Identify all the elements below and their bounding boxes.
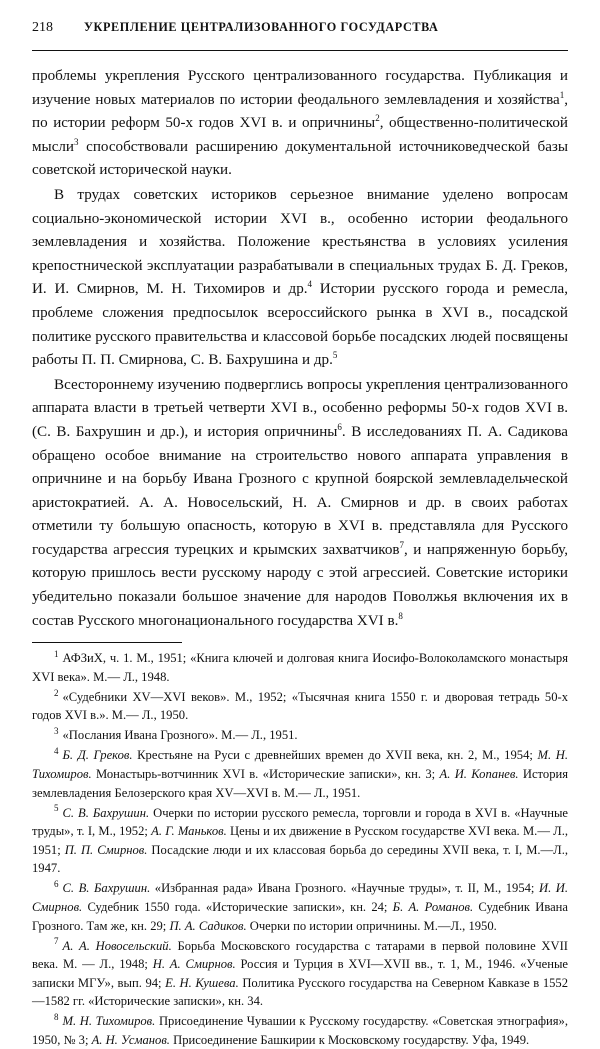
footnote-text: Борьба Московского государства с татарами в первой половине XVII века. М. — Л., 1948; bbox=[32, 938, 568, 972]
main-text bbox=[32, 65, 568, 633]
author-name: С. В. Бахрушин. bbox=[62, 881, 151, 896]
footnote-text: Очерки по истории опричнины. М.—Л., 1950. bbox=[246, 918, 497, 933]
footnote-mark: 5 bbox=[54, 803, 59, 814]
footnote-ref: 6 bbox=[337, 421, 342, 432]
footnote-ref: 8 bbox=[398, 610, 403, 621]
footnote-text: АФЗиХ, ч. 1. М., 1951; «Книга ключей и долговая книга Иосифо-Волоколамского монастыря XVI века». М.— Л., 1948. bbox=[32, 651, 568, 684]
text-run: Истории русского города и ремесла, проблеме сложения предпосылок всероссийского рынка в XVI в., посадской политике русского правительства и классовой борьбе посадских людей посвящены работы П. П. Смирнова, С. В. Бахрушина и др. bbox=[32, 281, 568, 369]
text-run: , и напряженную борьбу, которую пришлось вести русскому народу с этой агрессией. Советские историки убедительно показали большое значение для народов Поволжья включения их в состав Русского многонационального государства XVI в. bbox=[32, 541, 568, 629]
author-name: Е. Н. Кушева. bbox=[165, 975, 239, 990]
author-name: П. П. Смирнов. bbox=[64, 842, 148, 857]
footnote-divider bbox=[32, 642, 182, 643]
author-name: А. Н. Усманов. bbox=[91, 1032, 170, 1047]
footnote-ref: 2 bbox=[375, 113, 380, 124]
author-name: А. И. Копанев. bbox=[439, 766, 519, 781]
page-number: 218 bbox=[32, 20, 53, 35]
author-name: А. А. Новосельский. bbox=[62, 938, 172, 953]
paragraph bbox=[32, 184, 568, 373]
footnote-mark: 8 bbox=[54, 1012, 59, 1023]
footnote-text: Присоединение Чувашии к Русскому государству. «Советская этнография», 1950, № 3; bbox=[32, 1014, 568, 1047]
footnote-ref: 7 bbox=[399, 539, 405, 550]
author-name: Н. А. Смирнов. bbox=[152, 957, 236, 972]
footnote-mark: 2 bbox=[54, 687, 59, 698]
footnote-mark: 6 bbox=[54, 879, 59, 890]
running-title: УКРЕПЛЕНИЕ ЦЕНТРАЛИЗОВАННОГО ГОСУДАРСТВА bbox=[84, 20, 439, 34]
paragraph bbox=[32, 374, 568, 634]
footnote-text: Присоединение Башкирии к Московскому государству. Уфа, 1949. bbox=[169, 1032, 530, 1047]
author-name: М. Н. Тихомиров. bbox=[62, 1014, 156, 1029]
text-run: проблемы укрепления Русского централизованного государства. Публикация и изучение новых материалов по истории феодального землевладения и хозяйства bbox=[32, 68, 568, 108]
footnote-text: «Послания Ивана Грозного». М.— Л., 1951. bbox=[62, 728, 298, 743]
footnote-mark: 1 bbox=[54, 649, 59, 660]
author-name: М. Н. Тихомиров. bbox=[32, 748, 569, 781]
running-header bbox=[32, 20, 568, 51]
footnote bbox=[32, 688, 568, 725]
footnote-text: Монастырь-вотчинник XVI в. «Исторические записки», кн. 3; bbox=[91, 766, 440, 781]
footnote-text: Судебник 1550 года. «Исторические записки», кн. 24; bbox=[82, 899, 393, 914]
footnote-text: Политика Русского государства на Северном Кавказе в 1552—1582 гг. «Исторические записки», кн. 34. bbox=[32, 975, 569, 1009]
text-run: Всестороннему изучению подверглись вопросы укрепления централизованного аппарата власти в третьей четверти XVI в., особенно реформы 50-х годов XVI в. (С. В. Бахрушин и др.), и история опричнины bbox=[32, 376, 568, 440]
author-name: И. И. Смирнов. bbox=[32, 881, 569, 914]
footnote bbox=[32, 746, 568, 802]
footnote-ref: 4 bbox=[307, 279, 313, 290]
footnote-text: Цены и их движение в Русском государстве XVI века. М.— Л., 1951; bbox=[32, 824, 569, 857]
author-name: С. В. Бахрушин. bbox=[62, 805, 150, 820]
author-name: Б. Д. Греков. bbox=[62, 748, 133, 763]
footnote-text: Россия и Турция в XVI—XVII вв., т. 1, М., 1946. «Ученые записки МГУ», вып. 94; bbox=[32, 957, 568, 990]
footnote-ref: 5 bbox=[332, 350, 338, 361]
footnote bbox=[32, 804, 568, 878]
text-run: , общественно-политической мысли bbox=[32, 115, 568, 155]
footnote-text: «Избранная рада» Ивана Грозного. «Научные труды», т. II, М., 1954; bbox=[150, 881, 539, 896]
footnote-text: История землевладения Белозерского края XV—XVI в. М.— Л., 1951. bbox=[32, 766, 569, 800]
footnote-mark: 7 bbox=[54, 936, 59, 947]
footnote-text: Крестьяне на Руси с древнейших времен до XVII века, кн. 2, М., 1954; bbox=[132, 748, 538, 763]
paragraph bbox=[32, 65, 568, 183]
footnote-ref: 1 bbox=[559, 89, 565, 100]
author-name: П. А. Садиков. bbox=[169, 918, 247, 933]
footnote-mark: 4 bbox=[54, 746, 59, 757]
text-run: , по истории реформ 50-х годов XVI в. и опричнины bbox=[32, 91, 568, 132]
footnote bbox=[32, 937, 568, 1011]
author-name: Б. А. Романов. bbox=[392, 899, 474, 914]
footnote-text: Судебник Ивана Грозного. Там же, кн. 29; bbox=[32, 899, 569, 933]
footnotes bbox=[32, 649, 568, 1049]
footnote bbox=[32, 726, 568, 745]
footnote-text: Посадские люди и их классовая борьба до середины XVII века, т. I, М.—Л., 1947. bbox=[32, 842, 568, 876]
footnote-ref: 3 bbox=[74, 136, 79, 147]
footnote-text: Очерки по истории русского ремесла, торговли и города в XVI в. «Научные труды», т. I, М., 1952; bbox=[32, 805, 569, 839]
author-name: А. Г. Маньков. bbox=[151, 824, 227, 839]
text-run: способствовали расширению документальной источниковедческой базы советской исторической науки. bbox=[32, 138, 568, 179]
footnote bbox=[32, 879, 568, 935]
text-run: В трудах советских историков серьезное внимание уделено вопросам социально-экономической истории XVI в., особенно истории феодального землевладения и хозяйства. Положение крестьянства в условиях усиления крепостнической эксплуатации разрабатывали в специальных трудах Б. Д. Греков, И. И. Смирнов, М. Н. Тихомиров и др. bbox=[32, 186, 568, 298]
footnote-mark: 3 bbox=[54, 726, 59, 737]
text-run: . В исследованиях П. А. Садикова обращено особое внимание на строительство нового аппарата управления в опричнине и на борьбу Ивана Грозного с крупной боярской землевладельческой аристократией. А. А. Новосельский, Н. А. Смирнов и др. в своих работах отметили ту большую опасность, которую в XVI в. представляла для Русского государства агрессия турецких и крымских захватчиков bbox=[32, 423, 568, 558]
footnote bbox=[32, 649, 568, 686]
footnote bbox=[32, 1012, 568, 1049]
footnote-text: «Судебники XV—XVI веков». М., 1952; «Тысячная книга 1550 г. и дворовая тетрадь 50-х годов XVI в.». М.— Л., 1950. bbox=[32, 689, 568, 723]
